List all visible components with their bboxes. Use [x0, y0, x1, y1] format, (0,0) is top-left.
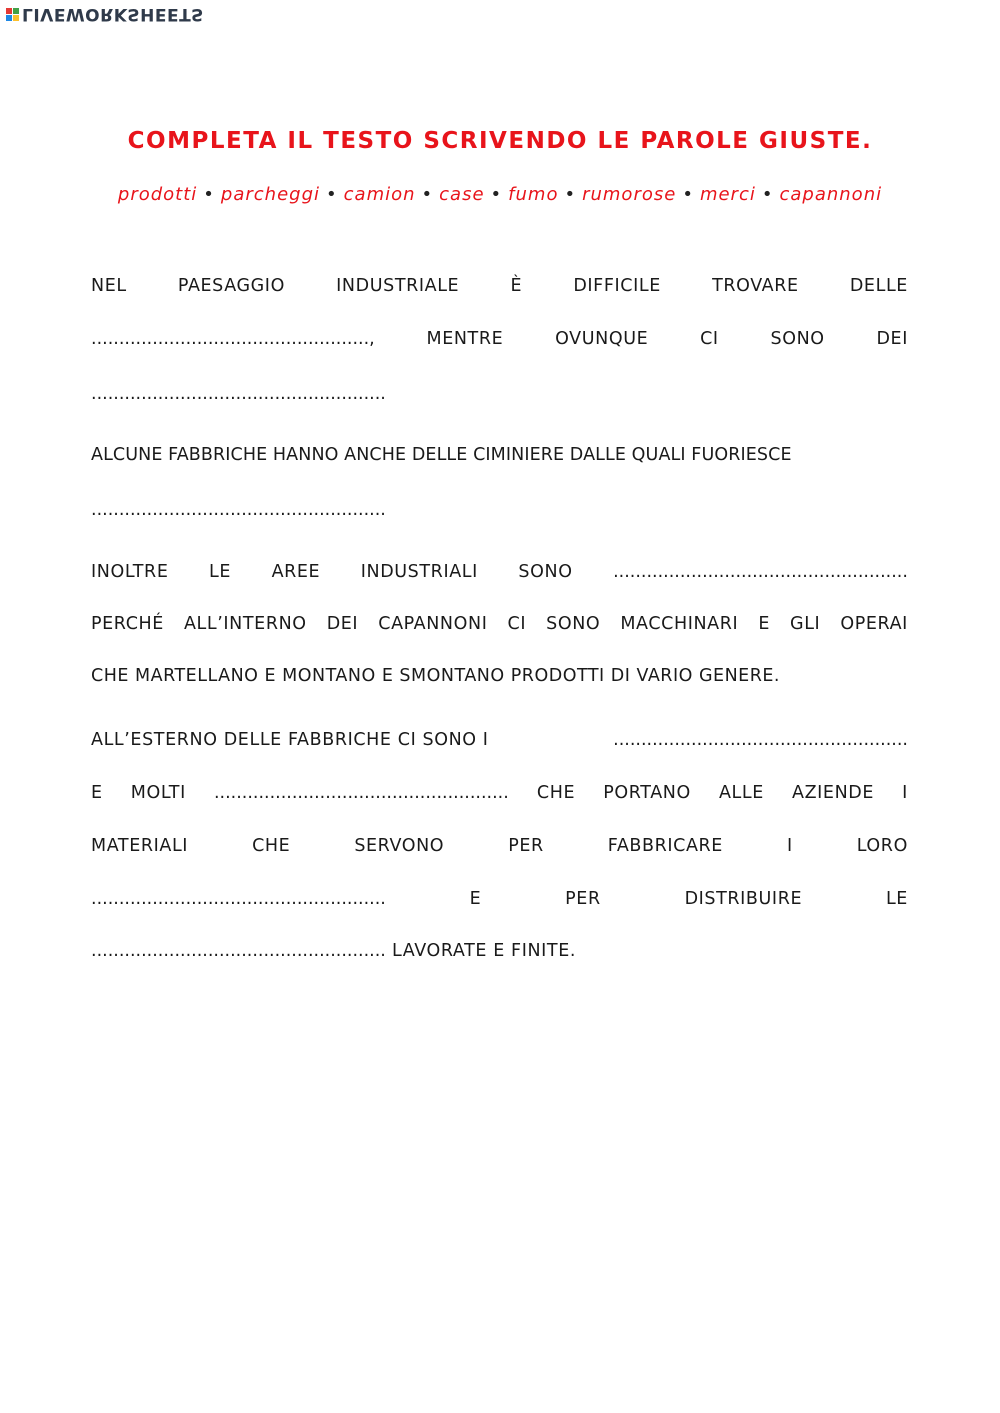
- text-line-10: [91, 781, 908, 805]
- line-4-text: ALCUNE FABBRICHE HANNO ANCHE DELLE CIMINIERE DALLE QUALI FUORIESCE: [91, 445, 792, 465]
- line-word: DEI: [876, 329, 908, 349]
- line-word: SERVONO: [354, 836, 445, 856]
- liveworksheets-logo: [6, 4, 204, 24]
- line-word: AZIENDE: [792, 783, 875, 803]
- line-word: È: [510, 276, 523, 296]
- line-9-text: ALL’ESTERNO DELLE FABBRICHE CI SONO I: [91, 730, 489, 750]
- line-word: OPERAI: [840, 614, 908, 634]
- line-word: SONO: [546, 614, 601, 634]
- line-word: LE: [209, 562, 232, 582]
- word-bank-item: fumo: [508, 184, 559, 205]
- line-word: MOLTI: [130, 783, 186, 803]
- line-word: LORO: [856, 836, 908, 856]
- line-word: DISTRIBUIRE: [684, 889, 803, 909]
- blank-prodotti[interactable]: .....................................................: [91, 889, 386, 909]
- word-bank-item: parcheggi: [220, 184, 321, 205]
- line-8-text: CHE MARTELLANO E MONTANO E SMONTANO PRODOTTI DI VARIO GENERE.: [91, 666, 780, 686]
- blank-fumo[interactable]: .....................................................: [91, 500, 386, 520]
- line-word: CI: [507, 614, 527, 634]
- line-word: OVUNQUE: [555, 329, 649, 349]
- line-word: PERCHÉ: [91, 614, 164, 634]
- logo-cube: [6, 8, 12, 14]
- word-bank-item: camion: [343, 184, 416, 205]
- line-word: E: [469, 889, 482, 909]
- word-bank-item: capannoni: [779, 184, 883, 205]
- word-bank-separator: •: [761, 184, 774, 205]
- blank-case[interactable]: ..................................................,: [91, 329, 375, 349]
- blank-camion[interactable]: .....................................................: [213, 783, 509, 803]
- line-word: GLI: [790, 614, 821, 634]
- word-bank-separator: •: [490, 184, 503, 205]
- text-line-9: [91, 728, 908, 752]
- logo-cube: [13, 8, 19, 14]
- line-word: ALLE: [718, 783, 764, 803]
- line-word: SONO: [518, 562, 573, 582]
- text-line-2: [91, 327, 908, 351]
- line-word: E: [91, 783, 103, 803]
- word-bank-separator: •: [682, 184, 694, 205]
- page-title: COMPLETA IL TESTO SCRIVENDO LE PAROLE GIUSTE.: [127, 128, 873, 154]
- word-bank-item: case: [439, 184, 485, 205]
- line-word: FABBRICARE: [607, 836, 723, 856]
- line-word: NEL: [91, 276, 127, 296]
- word-bank-item: prodotti: [117, 184, 198, 205]
- line-word: DIFFICILE: [573, 276, 661, 296]
- line-word: INDUSTRIALE: [336, 276, 460, 296]
- line-13-text: LAVORATE E FINITE.: [392, 941, 577, 961]
- line-word: PER: [565, 889, 601, 909]
- blank-rumorose[interactable]: .....................................................: [613, 562, 908, 582]
- line-word: INDUSTRIALI: [360, 562, 478, 582]
- logo-text: LIVEWORKSHEETS: [22, 4, 204, 24]
- blank-capannoni[interactable]: .....................................................: [91, 384, 386, 404]
- text-line-7: [91, 612, 908, 636]
- word-bank: [0, 184, 1000, 205]
- text-line-5: [91, 498, 908, 522]
- logo-cubes-icon: [6, 8, 19, 21]
- word-bank-item: merci: [699, 184, 756, 205]
- line-word: PORTANO: [603, 783, 691, 803]
- text-line-11: [91, 834, 908, 858]
- line-word: CAPANNONI: [378, 614, 488, 634]
- line-word: AREE: [271, 562, 321, 582]
- line-word: LE: [885, 889, 908, 909]
- text-line-1: [91, 274, 908, 298]
- word-bank-item: rumorose: [582, 184, 677, 205]
- logo-cube: [13, 15, 19, 21]
- word-bank-separator: •: [326, 184, 338, 205]
- text-line-12: [91, 887, 908, 911]
- word-bank-separator: •: [421, 184, 434, 205]
- word-bank-separator: •: [564, 184, 577, 205]
- line-word: CHE: [536, 783, 576, 803]
- blank-merci[interactable]: .....................................................: [91, 941, 386, 961]
- word-bank-separator: •: [203, 184, 215, 205]
- line-word: MACCHINARI: [620, 614, 739, 634]
- line-word: DEI: [326, 614, 359, 634]
- text-line-8: [91, 664, 908, 688]
- line-word: PER: [508, 836, 544, 856]
- line-word: TROVARE: [712, 276, 799, 296]
- logo-cube: [6, 15, 12, 21]
- line-word: MATERIALI: [91, 836, 189, 856]
- line-word: SONO: [770, 329, 825, 349]
- line-word: I: [902, 783, 908, 803]
- line-word: I: [786, 836, 793, 856]
- text-line-4: [91, 443, 908, 467]
- line-word: CI: [700, 329, 719, 349]
- line-word: E: [758, 614, 770, 634]
- blank-parcheggi[interactable]: .....................................................: [613, 730, 908, 750]
- text-line-6: [91, 560, 908, 584]
- text-line-3: [91, 382, 908, 406]
- line-word: ALL’INTERNO: [183, 614, 307, 634]
- line-word: PAESAGGIO: [177, 276, 285, 296]
- line-word: MENTRE: [426, 329, 504, 349]
- line-word: INOLTRE: [91, 562, 169, 582]
- text-line-13: [91, 939, 908, 963]
- line-word: CHE: [252, 836, 291, 856]
- line-word: DELLE: [849, 276, 908, 296]
